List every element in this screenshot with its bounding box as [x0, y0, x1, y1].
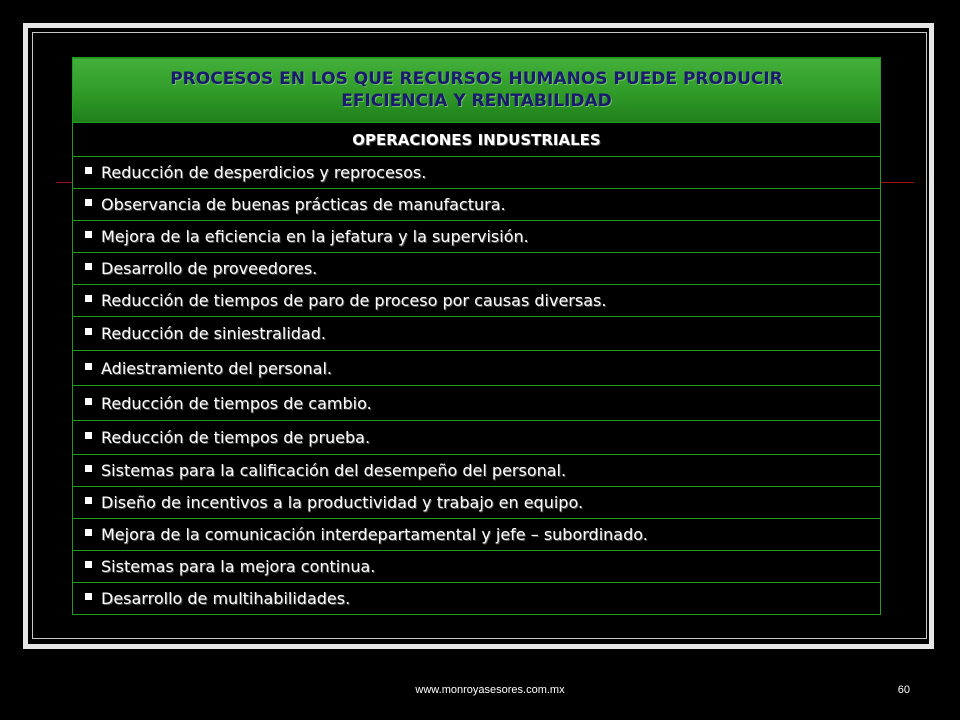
list-item — [73, 317, 881, 351]
list-item — [73, 221, 881, 253]
list-item-cell — [73, 386, 881, 421]
square-bullet-icon — [85, 328, 92, 335]
list-item-text: Reducción de tiempos de prueba. — [101, 428, 371, 447]
list-item-text: Mejora de la comunicación interdepartamental y jefe – subordinado. — [101, 525, 648, 544]
footer-url: www.monroyasesores.com.mx — [415, 684, 565, 696]
list-item-text: Observancia de buenas prácticas de manufactura. — [101, 195, 506, 214]
square-bullet-icon — [85, 167, 92, 174]
list-item-cell — [73, 253, 881, 285]
list-item-cell — [73, 157, 881, 189]
list-item-text: Mejora de la eficiencia en la jefatura y la supervisión. — [101, 227, 529, 246]
list-item-cell — [73, 519, 881, 551]
list-item — [73, 285, 881, 317]
page-number: 60 — [897, 684, 910, 696]
list-item-text: Diseño de incentivos a la productividad y trabajo en equipo. — [101, 493, 584, 512]
list-item — [73, 386, 881, 421]
list-item-cell — [73, 189, 881, 221]
section-row — [73, 123, 881, 157]
list-item-cell — [73, 351, 881, 386]
list-item — [73, 351, 881, 386]
list-item — [73, 189, 881, 221]
list-item-cell — [73, 421, 881, 455]
square-bullet-icon — [85, 231, 92, 238]
list-item — [73, 455, 881, 487]
square-bullet-icon — [85, 263, 92, 270]
square-bullet-icon — [85, 199, 92, 206]
list-item — [73, 421, 881, 455]
list-item-cell — [73, 455, 881, 487]
square-bullet-icon — [85, 465, 92, 472]
slide-title-line-2: EFICIENCIA Y RENTABILIDAD — [341, 91, 612, 111]
list-item-text: Reducción de desperdicios y reprocesos. — [101, 163, 427, 182]
list-item-text: Reducción de tiempos de paro de proceso por causas diversas. — [101, 291, 607, 310]
list-item — [73, 157, 881, 189]
list-item-text: Reducción de siniestralidad. — [101, 324, 326, 343]
list-item — [73, 551, 881, 583]
list-item-text: Desarrollo de proveedores. — [101, 259, 318, 278]
processes-table — [72, 57, 881, 615]
square-bullet-icon — [85, 561, 92, 568]
square-bullet-icon — [85, 593, 92, 600]
square-bullet-icon — [85, 529, 92, 536]
list-item-cell — [73, 317, 881, 351]
list-item-cell — [73, 583, 881, 615]
list-item — [73, 519, 881, 551]
list-item-cell — [73, 285, 881, 317]
list-item-text: Sistemas para la calificación del desempeño del personal. — [101, 461, 567, 480]
title-row — [73, 58, 881, 123]
square-bullet-icon — [85, 363, 92, 370]
square-bullet-icon — [85, 398, 92, 405]
title-cell — [73, 58, 881, 123]
list-item-cell — [73, 551, 881, 583]
section-heading-cell — [73, 123, 881, 157]
section-heading: OPERACIONES INDUSTRIALES — [352, 131, 601, 149]
square-bullet-icon — [85, 295, 92, 302]
square-bullet-icon — [85, 432, 92, 439]
list-item-text: Adiestramiento del personal. — [101, 358, 332, 378]
list-item-text: Sistemas para la mejora continua. — [101, 557, 376, 576]
list-item — [73, 583, 881, 615]
list-item-text: Reducción de tiempos de cambio. — [101, 393, 372, 413]
list-item-text: Desarrollo de multihabilidades. — [101, 589, 351, 608]
list-item — [73, 253, 881, 285]
list-item-cell — [73, 221, 881, 253]
list-item — [73, 487, 881, 519]
list-item-cell — [73, 487, 881, 519]
slide-title-line-1: PROCESOS EN LOS QUE RECURSOS HUMANOS PUEDE PRODUCIR — [170, 69, 783, 89]
square-bullet-icon — [85, 497, 92, 504]
